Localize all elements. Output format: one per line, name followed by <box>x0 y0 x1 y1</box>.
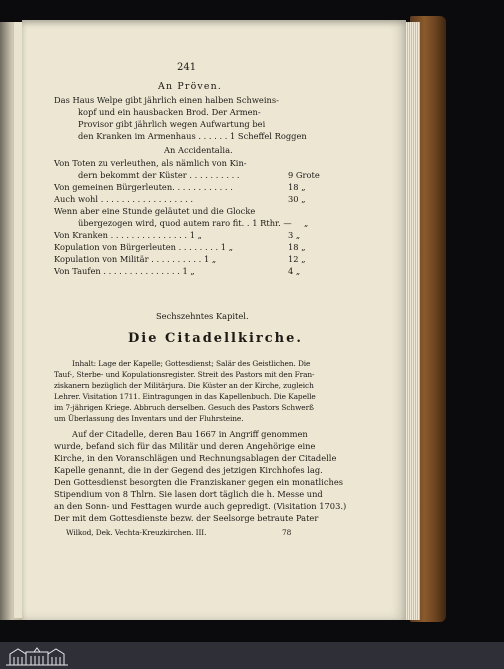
acc-value-4: 30 „ <box>288 194 306 204</box>
summary-line-6: um Überlassung des Inventars und der Fluhrsteine. <box>54 414 244 423</box>
acc-row-1: Von Toten zu verleuthen, als nämlich von Kin- <box>54 158 247 168</box>
body-line-8: Der mit dem Gottesdienste bezw. der Seelsorge betraute Pater <box>54 513 319 523</box>
body-line-5: Den Gottesdienst besorgten die Franziskaner gegen ein monatliches <box>54 477 343 487</box>
acc-row-3: Von gemeinen Bürgerleuten. . . . . . . . . . . . <box>54 182 233 192</box>
chapter-title: Die Citadellkirche. <box>128 331 303 346</box>
acc-row-2: dern bekommt der Küster . . . . . . . . . . <box>78 170 240 180</box>
acc-row-5: Wenn aber eine Stunde geläutet und die Glocke <box>54 206 256 216</box>
body-line-2: wurde, befand sich für das Militär und deren Angehörige eine <box>54 441 316 451</box>
page-number: 241 <box>177 62 197 73</box>
summary-line-2: Tauf-, Sterbe- und Kopulationsregister. Streit des Pastors mit den Fran- <box>54 370 315 379</box>
section-title-accidentalia: An Accidentalia. <box>164 145 233 155</box>
bottom-toolbar <box>0 642 504 669</box>
scanned-page <box>22 20 406 620</box>
acc-value-8: 18 „ <box>288 242 306 252</box>
library-building-logo-icon <box>4 645 70 667</box>
body-line-7: an den Sonn- und Festtagen wurde auch gepredigt. (Visitation 1703.) <box>54 501 347 511</box>
summary-line-1: Inhalt: Lage der Kapelle; Gottesdienst; Salär des Geistlichen. Die <box>72 359 311 368</box>
body-line-3: Kirche, in den Voranschlägen und Rechnungsablagen der Citadelle <box>54 453 337 463</box>
section-title-proven: An Pröven. <box>158 81 223 92</box>
acc-value-9: 12 „ <box>288 254 306 264</box>
acc-row-4: Auch wohl . . . . . . . . . . . . . . . . . . <box>54 194 194 204</box>
proven-line-2: kopf und ein hausbacken Brod. Der Armen- <box>78 107 261 117</box>
acc-value-3: 18 „ <box>288 182 306 192</box>
acc-value-2: 9 Grote <box>288 170 320 180</box>
footer-left: Wilkod, Dek. Vechta-Kreuzkirchen. III. <box>66 528 207 537</box>
acc-value-7: 3 „ <box>288 230 301 240</box>
summary-line-3: ziskanern bezüglich der Militärjura. Die Küster an der Kirche, zugleich <box>54 381 314 390</box>
acc-row-10: Von Taufen . . . . . . . . . . . . . . . 1 „ <box>54 266 195 276</box>
footer-page-number: 78 <box>282 528 292 537</box>
summary-line-4: Lehrer. Visitation 1711. Eintragungen in das Kapellenbuch. Die Kapelle <box>54 392 316 401</box>
proven-line-1: Das Haus Welpe gibt jährlich einen halben Schweins- <box>54 95 279 105</box>
proven-line-3: Provisor gibt jährlich wegen Aufwartung bei <box>78 119 266 129</box>
body-line-4: Kapelle genannt, die in der Gegend des jetzigen Kirchhofes lag. <box>54 465 323 475</box>
acc-value-10: 4 „ <box>288 266 301 276</box>
body-line-6: Stipendium von 8 Thlrn. Sie lasen dort täglich die h. Messe und <box>54 489 323 499</box>
proven-line-4: den Kranken im Armenhaus . . . . . . 1 Scheffel Roggen <box>78 131 307 141</box>
acc-value-6: „ <box>304 218 309 228</box>
acc-row-9: Kopulation von Militär . . . . . . . . . . 1 „ <box>54 254 217 264</box>
body-line-1: Auf der Citadelle, deren Bau 1667 in Angriff genommen <box>72 429 308 439</box>
chapter-label: Sechszehntes Kapitel. <box>156 311 249 321</box>
acc-row-6: übergezogen wird, quod autem raro fit. . 1 Rthr. — <box>78 218 292 228</box>
acc-row-8: Kopulation von Bürgerleuten . . . . . . . . 1 „ <box>54 242 233 252</box>
acc-row-7: Von Kranken . . . . . . . . . . . . . . . 1 „ <box>54 230 202 240</box>
summary-line-5: im 7-jährigen Kriege. Abbruch derselben. Gesuch des Pastors Schwerß <box>54 403 314 412</box>
